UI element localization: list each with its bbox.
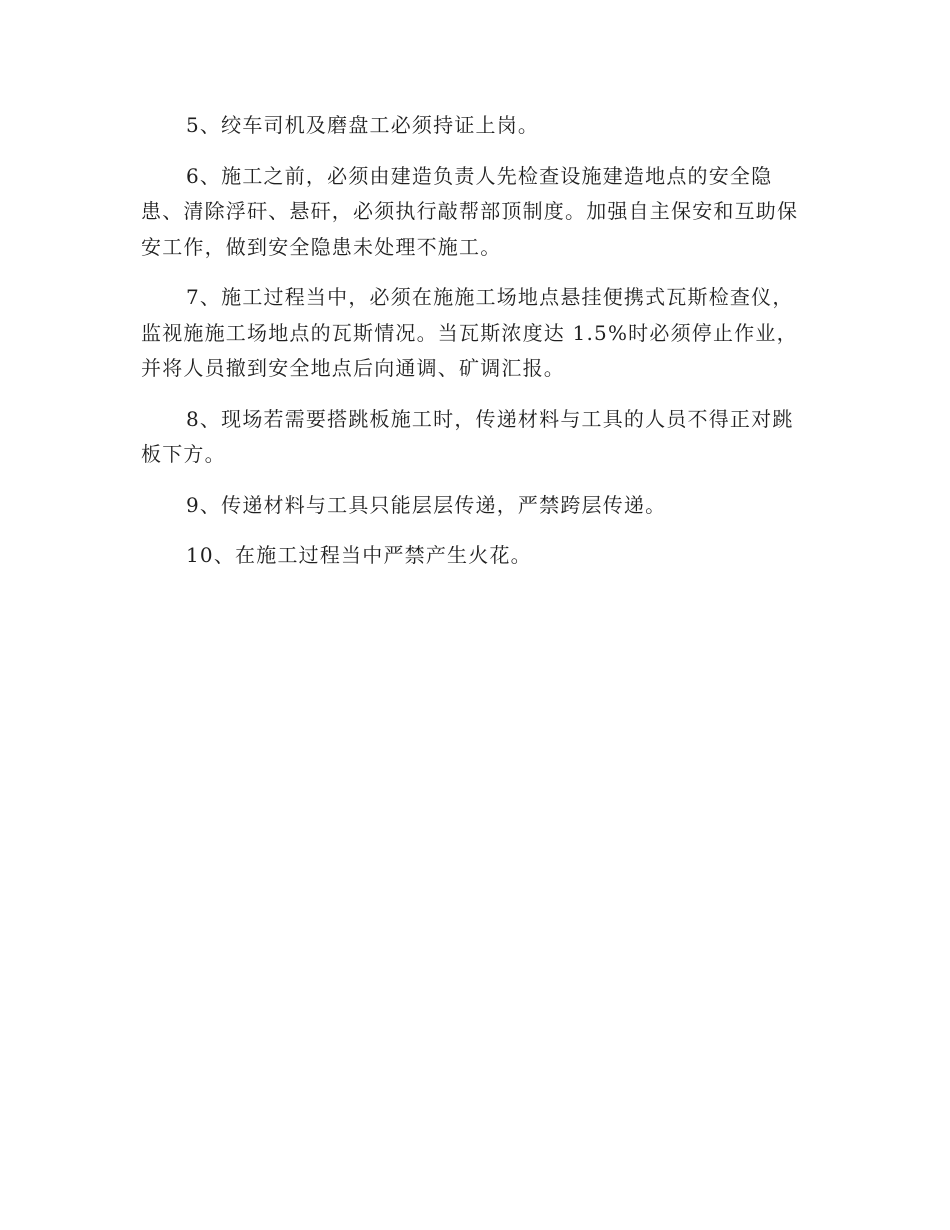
paragraph-item-9: 9、传递材料与工具只能层层传递，严禁跨层传递。 xyxy=(186,492,667,517)
paragraph-item-5: 5、绞车司机及磨盘工必须持证上岗。 xyxy=(186,113,540,137)
paragraph-item-7: 7、施工过程当中，必须在施施工场地点悬挂便携式瓦斯检查仪，监视施施工场地点的瓦斯情况。当瓦斯浓度达 1.5%时必须停止作业，并将人员撤到安全地点后向通调、矿调汇报。 xyxy=(141,285,798,380)
paragraph-item-10: 10、在施工过程当中严禁产生火花。 xyxy=(186,543,532,567)
paragraph-item-6: 6、施工之前，必须由建造负责人先检查设施建造地点的安全隐患、清除浮矸、悬矸，必须执行敲帮部顶制度。加强自主保安和互助保安工作，做到安全隐患未处理不施工。 xyxy=(141,163,799,259)
paragraph-item-8: 8、现场若需要搭跳板施工时，传递材料与工具的人员不得正对跳板下方。 xyxy=(141,406,794,466)
document-body xyxy=(141,108,809,589)
